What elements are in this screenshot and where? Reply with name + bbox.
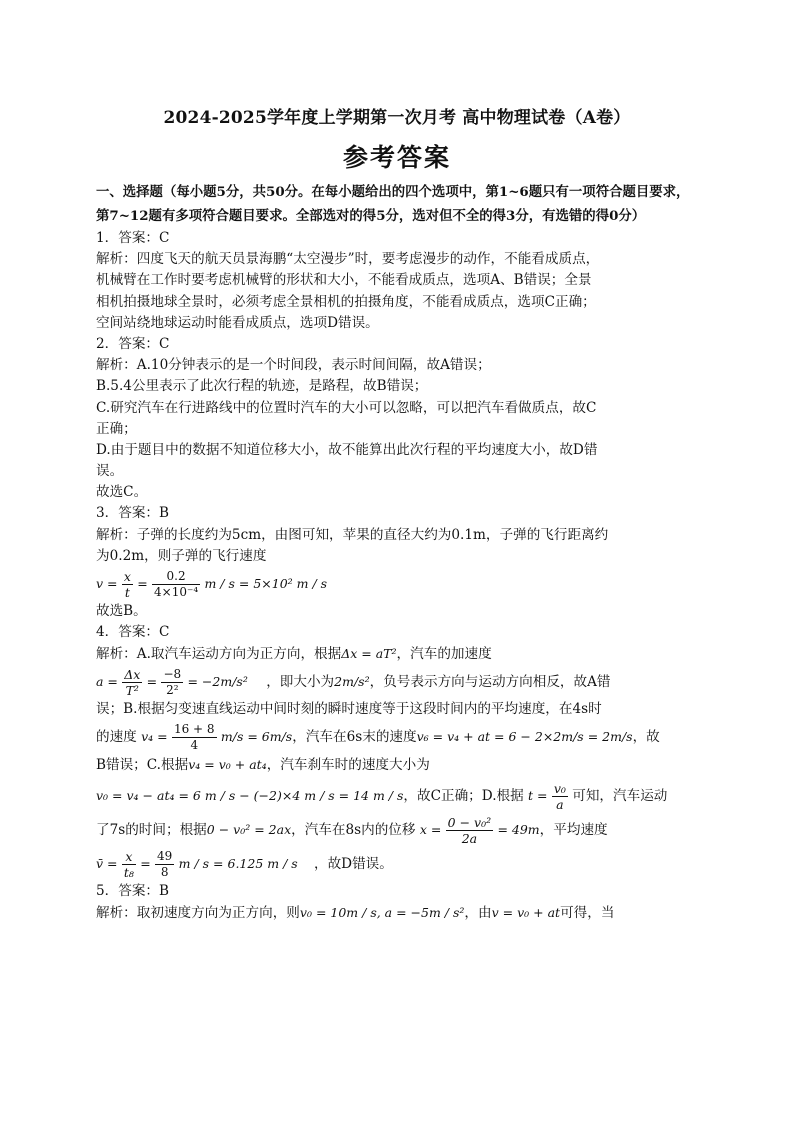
q4-answer: 4．答案：C	[96, 624, 170, 641]
q3-answer: 3．答案：B	[96, 505, 170, 522]
q4-analysis-line: 误；B.根据匀变速直线运动中间时刻的瞬时速度等于这段时间内的平均速度，在4s时	[96, 700, 602, 717]
q2-analysis-line: 误。	[96, 463, 124, 480]
inline-formula: Δx = aT²	[341, 646, 397, 662]
answer-content	[96, 180, 696, 923]
q2-analysis-line: D.由于题目中的数据不知道位移大小，故不能算出此次行程的平均速度大小，故D错	[96, 441, 598, 458]
fraction: $\frac{-8}{\text{2²}}$	[163, 666, 182, 697]
fraction: $\frac{49}{8}$	[157, 848, 173, 879]
q4-analysis-line: B错误；C.根据v₄ = v₀ + at₄，汽车刹车时的速度大小为	[96, 756, 430, 773]
q2-analysis-line: B.5.4公里表示了此次行程的轨迹，是路程，故B错误；	[96, 378, 428, 395]
fraction: $\frac{\text{v₀}}{a}$	[553, 780, 566, 812]
q5-answer: 5．答案：B	[96, 882, 170, 899]
q4-formula-line: v̄ = $\frac{x}{\text{t₈}}$ = $\frac{49}{8}$ m / s = 6.125 m / s ，故D错误。	[96, 848, 393, 880]
section-heading: 一、选择题（每小题5分，共50分。在每小题给出的四个选项中，第1~6题只有一项符合题目要求，第7~12题有多项符合题目要求。全部选对的得5分，选对但不全的得3分，有选错的得0分）	[96, 184, 690, 224]
fraction: $\frac{x}{\text{t₈}}$	[123, 848, 134, 880]
formula-text: v =	[96, 576, 118, 591]
q1-answer: 1．答案：C	[96, 230, 170, 246]
fraction: $\frac{x}{t}$	[123, 569, 131, 600]
fraction: $\frac{16 + 8}{4}$	[173, 721, 215, 752]
q1-analysis-line: 相机拍摄地球全景时，必须考虑全景相机的拍摄角度，不能看成质点，选项C正确；	[96, 293, 596, 310]
q2-answer: 2．答案：C	[96, 335, 170, 352]
q3-formula: v = $\frac{x}{t}$ = $\frac{0.2}{\text{4×10⁻⁴}}$ m / s = 5×10² m / s	[96, 569, 328, 600]
fraction: $\frac{\text{0 − v₀²}}{2a}$	[447, 814, 492, 846]
fraction: $\frac{0.2}{\text{4×10⁻⁴}}$	[154, 569, 199, 599]
q4-analysis-line: 解析：A.取汽车运动方向为正方向，根据Δx = aT²，汽车的加速度	[96, 646, 492, 663]
formula-text: m / s = 5×10² m / s	[204, 576, 328, 591]
q3-analysis-line: 解析：子弹的长度约为5cm，由图可知，苹果的直径大约为0.1m，子弹的飞行距离约	[96, 526, 609, 543]
exam-title: 2024-2025学年度上学期第一次月考 高中物理试卷（A卷）	[163, 108, 631, 128]
q1-analysis-line: 解析：四度飞天的航天员景海鹏“太空漫步”时，要考虑漫步的动作，不能看成质点，	[96, 251, 600, 268]
q4-formula-line: 了7s的时间；根据0 − v₀² = 2ax，汽车在8s内的位移 x = $\frac{\text{0 − v₀²}}{2a}$ = 49m，平均速度	[96, 814, 608, 846]
fraction: $\frac{\Delta x}{\text{T²}}$	[124, 666, 141, 698]
q4-formula-line: a = $\frac{\Delta x}{\text{T²}}$ = $\frac{-8}{\text{2²}}$ = −2m/s² ，即大小为2m/s²，负号表示方向与运动方向相反，故A错	[96, 666, 611, 698]
q2-analysis-line: 正确；	[96, 420, 137, 437]
q3-conclusion: 故选B。	[96, 603, 147, 619]
q5-analysis-line: 解析：取初速度方向为正方向，则v₀ = 10m / s, a = −5m / s²，由v = v₀ + at可得，当	[96, 905, 615, 922]
q4-formula-line: 的速度 v₄ = $\frac{16 + 8}{4}$ m/s = 6m/s，汽车在6s末的速度v₆ = v₄ + at = 6 − 2×2m/s = 2m/s，故	[96, 721, 660, 752]
q3-analysis-line: 为0.2m，则子弹的飞行速度	[96, 547, 267, 564]
q2-analysis-line: 解析：A.10分钟表示的是一个时间段，表示时间间隔，故A错误；	[96, 357, 491, 374]
answer-key-title: 参考答案	[342, 143, 451, 172]
q1-analysis-line: 空间站绕地球运动时能看成质点，选项D错误。	[96, 314, 379, 331]
q1-analysis-line: 机械臂在工作时要考虑机械臂的形状和大小，不能看成质点，选项A、B错误；全景	[96, 272, 592, 289]
q4-formula-line: v₀ = v₄ − at₄ = 6 m / s − (−2)×4 m / s = 14 m / s，故C正确；D.根据 t = $\frac{\text{v₀}}{a}$ 可知，汽车运动	[96, 780, 668, 812]
q2-conclusion: 故选C。	[96, 484, 148, 501]
q2-analysis-line: C.研究汽车在行进路线中的位置时汽车的大小可以忽略，可以把汽车看做质点，故C	[96, 399, 597, 416]
